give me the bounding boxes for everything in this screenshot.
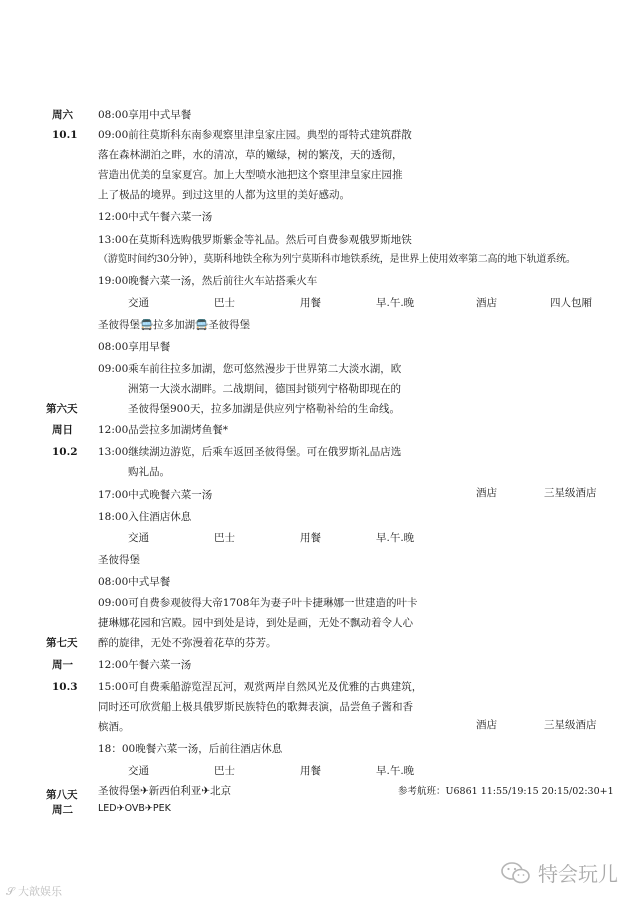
watermark-right: 特会玩儿 bbox=[538, 862, 618, 886]
day6-line-3: 洲第一大淡水湖畔。二战期间，德国封锁列宁格勒即现在的 bbox=[128, 383, 401, 395]
day8-flight: 参考航班：U6861 11:55/19:15 20:15/02:30+1 bbox=[398, 786, 614, 797]
day7-line-7: 同时还可欣赏船上极具俄罗斯民族特色的歌舞表演，品尝鱼子酱和香 bbox=[98, 701, 413, 713]
day6-hotel-value: 三星级酒店 bbox=[544, 487, 597, 499]
day5-line-2: 09:00前往莫斯科东南参观察里津皇家庄园。典型的哥特式建筑群散 bbox=[98, 129, 412, 141]
day6-line-5: 12:00品尝拉多加湖烤鱼餐* bbox=[98, 424, 229, 436]
day5-line-8: （游览时间约30分钟），莫斯科地铁全称为列宁莫斯科市地铁系统，是世界上使用效率第二高的地下轨道系统。 bbox=[98, 254, 576, 265]
day7-hotel-label: 酒店 bbox=[476, 719, 497, 731]
wechat-icon bbox=[500, 860, 532, 886]
day5-line-4: 营造出优美的皇家夏宫。加上大型喷水池把这个察里津皇家庄园推 bbox=[98, 169, 403, 181]
day5-info-meal-value: 早.午.晚 bbox=[376, 297, 415, 309]
watermark-left bbox=[6, 884, 62, 901]
day7-date: 10.3 bbox=[52, 681, 78, 693]
day7-line-3: 捷琳娜花园和宫殿。园中到处是诗，到处是画，无处不飘动着令人心 bbox=[98, 617, 413, 629]
day7-route: 圣彼得堡 bbox=[98, 554, 140, 566]
day6-route: 圣彼得堡🚍拉多加湖🚍圣彼得堡 bbox=[98, 319, 251, 331]
day5-info-hotel-label: 酒店 bbox=[476, 297, 497, 309]
day5-line-7: 13:00在莫斯科选购俄罗斯紫金等礼品。然后可自费参观俄罗斯地铁 bbox=[98, 234, 412, 246]
day5-line-5: 上了极品的境界。到过这里的人都为这里的美好感动。 bbox=[98, 189, 350, 201]
day8-codes: LED✈OVB✈PEK bbox=[98, 803, 171, 814]
day6-line-7: 购礼品。 bbox=[128, 466, 170, 478]
day6-line-4: 圣彼得堡900天，拉多加湖是供应列宁格勒补给的生命线。 bbox=[128, 403, 401, 415]
day5-info-transport-label: 交通 bbox=[128, 297, 149, 309]
day7-info-meal-label: 用餐 bbox=[300, 765, 321, 777]
day7-line-5: 12:00午餐六菜一汤 bbox=[98, 659, 192, 671]
day6-info-transport-label: 交通 bbox=[128, 532, 149, 544]
day6-line-6: 13:00继续湖边游览，后乘车返回圣彼得堡。可在俄罗斯礼品店选 bbox=[98, 446, 402, 458]
day5-date: 10.1 bbox=[52, 129, 78, 141]
day7-line-6: 15:00可自费乘船游览涅瓦河，观赏两岸自然风光及优雅的古典建筑， bbox=[98, 681, 423, 693]
day7-info-meal-value: 早.午.晚 bbox=[376, 765, 415, 777]
day6-info-meal-label: 用餐 bbox=[300, 532, 321, 544]
day6-label: 第六天 bbox=[46, 403, 78, 415]
day5-line-1: 08:00享用中式早餐 bbox=[98, 109, 192, 121]
day6-info-meal-value: 早.午.晚 bbox=[376, 532, 415, 544]
day7-line-1: 08:00中式早餐 bbox=[98, 576, 171, 588]
day6-date: 10.2 bbox=[52, 446, 78, 458]
day6-weekday: 周日 bbox=[52, 424, 73, 436]
day8-weekday: 周二 bbox=[52, 804, 73, 816]
day7-line-4: 醉的旋律，无处不弥漫着花草的芬芳。 bbox=[98, 637, 277, 649]
day6-info-transport-value: 巴士 bbox=[214, 532, 235, 544]
day7-line-2: 09:00可自费参观彼得大帝1708年为妻子叶卡捷琳娜一世建造的叶卡 bbox=[98, 597, 418, 609]
day5-weekday: 周六 bbox=[52, 109, 73, 121]
watermark-left-mark-icon: 𝒮 bbox=[6, 885, 15, 898]
day7-weekday: 周一 bbox=[52, 659, 73, 671]
day7-hotel-value: 三星级酒店 bbox=[544, 719, 597, 731]
day6-line-8: 17:00中式晚餐六菜一汤 bbox=[98, 489, 213, 501]
day6-line-2: 09:00乘车前往拉多加湖，您可悠然漫步于世界第二大淡水湖，欧 bbox=[98, 363, 402, 375]
day5-line-9: 19:00晚餐六菜一汤，然后前往火车站搭乘火车 bbox=[98, 275, 318, 287]
watermark-left-text: 大歆娱乐 bbox=[18, 885, 63, 898]
day7-label: 第七天 bbox=[46, 637, 78, 649]
day7-line-9: 18：00晚餐六菜一汤，后前往酒店休息 bbox=[98, 743, 283, 755]
day6-line-9: 18:00入住酒店休息 bbox=[98, 511, 192, 523]
day5-info-hotel-value: 四人包厢 bbox=[550, 297, 592, 309]
day5-line-6: 12:00中式午餐六菜一汤 bbox=[98, 211, 213, 223]
day6-hotel-label: 酒店 bbox=[476, 487, 497, 499]
day8-label: 第八天 bbox=[46, 789, 78, 801]
day8-route: 圣彼得堡✈新西伯利亚✈北京 bbox=[98, 785, 232, 797]
day5-line-3: 落在森林湖泊之畔，水的清凉，草的嫩绿，树的繁茂，天的透彻， bbox=[98, 149, 403, 161]
day5-info-transport-value: 巴士 bbox=[214, 297, 235, 309]
day7-info-transport-value: 巴士 bbox=[214, 765, 235, 777]
day7-line-8: 槟酒。 bbox=[98, 721, 130, 733]
day6-line-1: 08:00享用早餐 bbox=[98, 341, 171, 353]
day7-info-transport-label: 交通 bbox=[128, 765, 149, 777]
day5-info-meal-label: 用餐 bbox=[300, 297, 321, 309]
